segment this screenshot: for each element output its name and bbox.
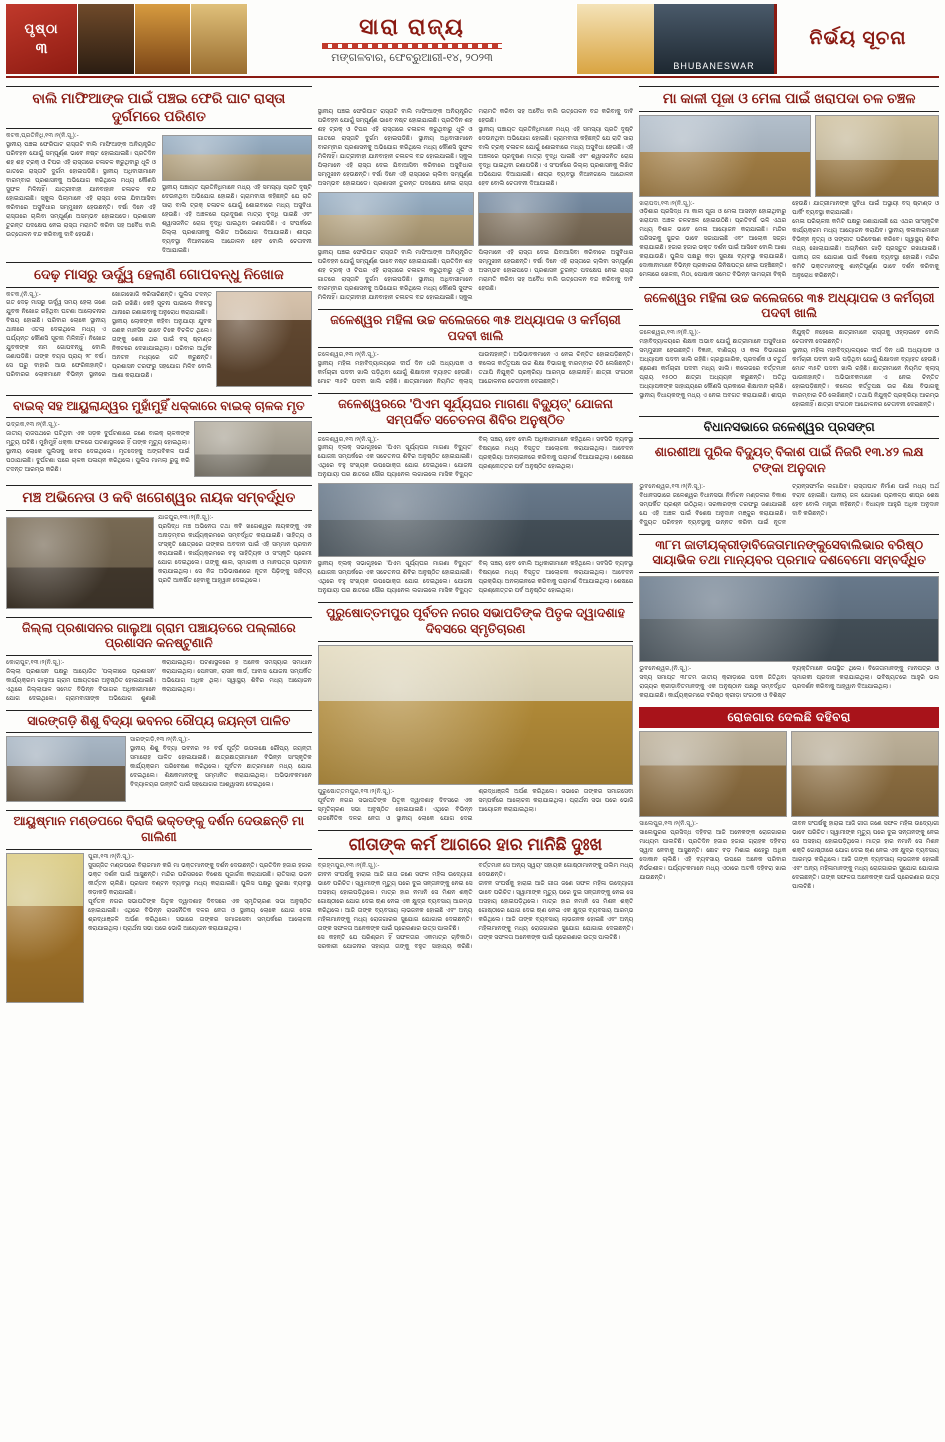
headline: ଦେଢ଼ ମାସରୁ ଊର୍ଦ୍ଧ୍ୱ ହେଲାଣି ଗୋପବନ୍ଧୁ ନିଖୋଜ bbox=[6, 262, 312, 288]
article-photo-dahibara-shop bbox=[639, 731, 787, 817]
feature-banner: ରୋଜଗାର ଦେଲଛି ଦହିବରା bbox=[639, 707, 939, 728]
byline: କଟକ,(ନି.ସୂ.):- bbox=[6, 290, 41, 298]
decorative-rule bbox=[322, 43, 502, 49]
article-body-cont: ସ୍ଥାନୀୟ ଲୋକଙ୍କ କହିବା ଅନୁଯାୟୀ ଯୁବକ ଜଣକ ମାନସିକ ଭାବେ ଟିକେ ବିଚଳିତ ଥିଲେ। ତାଙ୍କୁ ଶେଷ ଥର ପାଇଁ ବସ୍ ଷ୍ଟାଣ୍ଡ ନିକଟରେ ଦେଖାଯାଇଥିଲା। ପରିବାର ଆର୍ଥିକ ଅନଟନ ମଧ୍ୟରେ ଗତି କରୁଛନ୍ତି। ପ୍ରଶାସନ ତରଫରୁ ସହଯୋଗ ମିଳିବ ବୋଲି ଆଶା କରାଯାଉଛି। bbox=[111, 318, 212, 379]
article-pm-surya-ghar bbox=[318, 389, 634, 596]
byline: କଟକ,ପ୍ରତିନିଧି,୧୩।୨(ନି.ସୂ.):- bbox=[6, 132, 79, 139]
masthead-photo-deities bbox=[191, 4, 248, 74]
headline: ଜଳେଶ୍ୱର ମହିଳା ଉଚ୍ଚ କଲେଜରେ ୩୫ ଅଧ୍ୟାପକ ଓ କର୍ମଚାରୀ ପଦବୀ ଖାଲି bbox=[639, 287, 939, 326]
masthead-photo-festival bbox=[135, 4, 192, 74]
byline: କୋରାପୁଟ,୧୩।୨(ନି.ସୂ.):- bbox=[6, 658, 65, 666]
article-body: ଜାତୀୟ ରାଜପଥରେ ଘଟିଥିବା ଏକ ସଡ଼କ ଦୁର୍ଘଟଣାରେ ଜଣେ ବାଇକ୍ ଚାଳକଙ୍କ ମୃତ୍ୟୁ ଘଟିଛି। ମୁହାଁମୁହିଁ ଧକ୍କା ଫଳରେ ଘଟଣାସ୍ଥଳରେ ହିଁ ତାଙ୍କ ମୃତ୍ୟୁ ହୋଇଥିଲା। ସ୍ଥାନୀୟ ଲୋକେ ପୁଲିସକୁ ଖବର ଦେଇଥିଲେ। ମୃତଦେହକୁ ଅଙ୍ଗବିକଳ ପାଇଁ ପଠାଯାଇଛି। ଦୁର୍ଘଟଣା ପରେ ଚାଳକ ପଳାୟନ କରିଥିଲେ। ପୁଲିସ ମାମଲା ରୁଜୁ କରି ତଦନ୍ତ ଆରମ୍ଭ କରିଛି। bbox=[6, 431, 190, 474]
article-photo-awareness-camp bbox=[318, 483, 634, 557]
headline: ବାଲି ମାଫିଆଙ୍କ ପାଇଁ ପଞ୍ଚଇ ଫେରି ଘାଟ ରାସ୍ତା ଦୁର୍ଗମରେ ପରିଣତ bbox=[6, 86, 312, 129]
article-photo-missing-man bbox=[216, 291, 312, 387]
article-college-vacancy-right bbox=[639, 283, 939, 410]
masthead-brand-block bbox=[774, 4, 939, 74]
page-label: ପୃଷ୍ଠା bbox=[24, 21, 59, 36]
article-photo-truck-queue bbox=[478, 192, 634, 246]
headline: ଆୟୁଷ୍ମାନ ମଣ୍ଡପରେ ବିରାଜି ଭକ୍ତଙ୍କୁ ଦର୍ଶନ ଦେଉଛନ୍ତି ମା ଗାଲିଣୀ bbox=[6, 810, 312, 849]
article-photo-mela-stalls bbox=[639, 115, 811, 197]
byline: ଯାଜପୁର,୧୩।୨(ନି.ସୂ.):- bbox=[158, 513, 214, 521]
column-right bbox=[639, 82, 939, 1430]
byline: ଜଳେଶ୍ୱର,୧୩।୨(ନି.ସୂ.):- bbox=[317, 435, 379, 443]
article-photo-river-bank bbox=[318, 192, 474, 246]
article-body: ପ୍ରସିଦ୍ଧ ମଞ୍ଚ ଅଭିନେତା ତଥା କବି ଖଗେଶ୍ୱର ନାୟକଙ୍କୁ ଏକ ଅନାଡ଼ମ୍ବର କାର୍ଯ୍ୟକ୍ରମରେ ସମ୍ବର୍ଦ୍ଧିତ କରାଯାଇଛି। ସାହିତ୍ୟ ଓ ସଂସ୍କୃତି କ୍ଷେତ୍ରରେ ତାଙ୍କର ଅବଦାନ ପାଇଁ ଏହି ସମ୍ମାନ ପ୍ରଦାନ କରାଯାଇଛି। କାର୍ଯ୍ୟକ୍ରମରେ ବହୁ ସାହିତ୍ୟିକ ଓ ସଂସ୍କୃତି ପ୍ରେମୀ ଯୋଗ ଦେଇଥିଲେ। ତାଙ୍କୁ ଶାଲ, ସ୍ମାରକୀ ଓ ମାନପତ୍ର ପ୍ରଦାନ କରାଯାଇଥିଲା। ସେ ନିଜ ଅଭିଭାଷଣରେ ନୂତନ ପିଢ଼ିଙ୍କୁ ସାହିତ୍ୟ ପ୍ରତି ଆକର୍ଷିତ ହେବାକୁ ଆହ୍ୱାନ ଦେଇଥିଲେ। bbox=[158, 523, 312, 584]
section-title: ସାରା ରାଜ୍ୟ bbox=[359, 13, 465, 39]
article-photo-accident-scene bbox=[194, 421, 312, 477]
byline: ଭୁବନେଶ୍ୱର,(ନି.ସୂ.):- bbox=[639, 664, 692, 672]
article-body: ସାଲେପୁରର ପ୍ରସିଦ୍ଧ ଦହିବରା ଆଜି ଅନେକଙ୍କ ରୋଜଗାରର ମାଧ୍ୟମ ପାଲଟିଛି। ପ୍ରତିଦିନ ହଜାର ହଜାର ଗ୍ରାହକ ଦହିବରା ସ୍ୱାଦ ନେବାକୁ ଆସୁଛନ୍ତି। ଛୋଟ ବଡ଼ ମିଶାଇ ଶହେରୁ ଅଧିକ ଦୋକାନ ଚାଲିଛି। ଏହି ବ୍ୟବସାୟ ଉପରେ ଅନେକ ପରିବାର ନିର୍ଭରଶୀଳ। ପର୍ଯ୍ୟଟକମାନେ ମଧ୍ୟ ଏଠାରେ ଅଟକି ଦହିବରା ଖାଇ ଯାଉଛନ୍ତି। bbox=[639, 829, 787, 881]
headline: ପୁରୁଷୋତ୍ତମପୁର ପୂର୍ବତନ ନଗର ସଭାପତିଙ୍କ ପିତୃକ ଦ୍ୱାଦଶାହ ଦିବସରେ ସ୍ମୃତିଚାରଣ bbox=[318, 602, 634, 641]
article-actor-felicitation bbox=[6, 481, 312, 611]
headline: ବିଧାନସଭାରେ ଜଳେଶ୍ୱର ପ୍ରସଙ୍ଗ bbox=[639, 416, 939, 440]
headline: ଜଳେଶ୍ୱରରେ 'ପିଏମ ସୂର୍ଯ୍ୟଘର ମାଗଣା ବିଦ୍ୟୁତ୍' ଯୋଜନା ସମ୍ପର୍କିତ ସଚେତନତା ଶିବିର ଅନୁଷ୍ଠିତ bbox=[318, 393, 634, 432]
page-number: ୩ bbox=[35, 40, 48, 57]
article-body: ବିଧାନସଭାରେ ଜଳେଶ୍ୱର ବିଧାନସଭା ନିର୍ବାଚନ ମଣ୍ଡଳୀର ବିକାଶ ସମ୍ପର୍କିତ ପ୍ରଶ୍ନ ଉଠିଥିଲା। ସରକାରଙ୍କ ତରଫରୁ ଜଣାଯାଇଛି ଯେ ଏହି ଅଞ୍ଚଳ ପାଇଁ ବିଶେଷ ଅନୁଦାନ ମଞ୍ଜୁର କରାଯାଇଛି। ବିଦ୍ୟୁତ ପରିବହନ ବ୍ୟବସ୍ଥାକୁ ଉନ୍ନତ କରିବା ପାଇଁ ନୂତନ ଟ୍ରାନ୍ସଫର୍ମର ଲଗାଯିବ। ରାସ୍ତାଘାଟ ନିର୍ମାଣ ପାଇଁ ମଧ୍ୟ ଅର୍ଥ ବରାଦ ହୋଇଛି। ପାନୀୟ ଜଳ ଯୋଗାଣ ପ୍ରକଳ୍ପ ଶୀଘ୍ର ଶେଷ ହେବ ବୋଲି ମନ୍ତ୍ରୀ କହିଛନ୍ତି। ବିଧାୟକ ଆହୁରି ଅଧିକ ଅନୁଦାନ ଦାବି କରିଛନ୍ତି। bbox=[639, 483, 939, 526]
article-kali-puja-mela bbox=[639, 82, 939, 281]
article-photo-school-function bbox=[6, 736, 126, 802]
article-body: ଜିଲ୍ଲା ପ୍ରଶାସନ ପକ୍ଷରୁ ଆୟୋଜିତ 'ପଲ୍ଲୀରେ ପ୍ରଶାସନ' କାର୍ଯ୍ୟକ୍ରମ ଗାଲୁଆ ଗ୍ରାମ ପଞ୍ଚାୟତରେ ଅନୁଷ୍ଠିତ ହୋଇଯାଇଛି। ଏଥିରେ ଜିଲ୍ଲାପାଳ ସମେତ ବିଭିନ୍ନ ବିଭାଗର ଅଧିକାରୀମାନେ ଯୋଗ ଦେଇଥିଲେ। ଗ୍ରାମବାସୀଙ୍କ ଅଭିଯୋଗ ଶୁଣାଣି କରାଯାଇଥିଲା। ଘଟଣାସ୍ଥଳରେ ହିଁ ଅନେକ ସମସ୍ୟାର ସମାଧାନ କରାଯାଇଥିଲା। ପେନସନ, ରାସନ କାର୍ଡ, ଆବାସ ଯୋଜନା ସମ୍ପର୍କିତ ଅଭିଯୋଗ ଅଧିକ ଥିଲା। ସ୍ୱାସ୍ଥ୍ୟ ଶିବିର ମଧ୍ୟ ଆୟୋଜନ କରାଯାଇଥିଲା। bbox=[6, 659, 312, 702]
article-photo-sand-truck bbox=[162, 135, 312, 181]
masthead-photo-strip bbox=[78, 4, 248, 74]
article-body: ସ୍ଥାନୀୟ ମହିଳା ମହାବିଦ୍ୟାଳୟରେ ଦୀର୍ଘ ଦିନ ଧରି ଅଧ୍ୟାପକ ଓ କର୍ମଚାରୀ ପଦବୀ ଖାଲି ପଡ଼ିଥିବା ଯୋଗୁଁ ଶିକ୍ଷାଦାନ ବ୍ୟାହତ ହେଉଛି। ମୋଟ ୩୫ଟି ପଦବୀ ଖାଲି ରହିଛି। ଛାତ୍ରୀମାନେ ନିୟମିତ କ୍ଲାସ୍ ପାଉନାହାନ୍ତି। ଅଭିଭାବକମାନେ ଏ ନେଇ ଚିନ୍ତିତ ହୋଇପଡ଼ିଛନ୍ତି। କଲେଜ କର୍ତ୍ତୃପକ୍ଷ ଉଚ୍ଚ ଶିକ୍ଷା ବିଭାଗକୁ ବାରମ୍ବାର ଚିଠି ଲେଖିଛନ୍ତି। ତଥାପି ନିଯୁକ୍ତି ପ୍ରକ୍ରିୟା ଆରମ୍ଭ ହୋଇନାହିଁ। ଛାତ୍ରୀ ସଂଗଠନ ଆନ୍ଦୋଳନର ଚେତାବନୀ ଦେଇଛନ୍ତି। bbox=[317, 352, 634, 386]
article-body: ସ୍ଥାନୀୟ ଶିଶୁ ବିଦ୍ୟା ଭବନର ୨୫ ବର୍ଷ ପୂର୍ତ୍ତି ଉପଲକ୍ଷେ ରୌପ୍ୟ ଜୟନ୍ତୀ ସମାରୋହ ପାଳିତ ହୋଇଯାଇଛି। ଛାତ୍ରଛାତ୍ରୀମାନେ ବିଭିନ୍ନ ସାଂସ୍କୃତିକ କାର୍ଯ୍ୟକ୍ରମ ପରିବେଷଣ କରିଥିଲେ। ପୂର୍ବତନ ଛାତ୍ରମାନେ ମଧ୍ୟ ଯୋଗ ଦେଇଥିଲେ। ଶିକ୍ଷକମାନଙ୍କୁ ସମ୍ମାନିତ କରାଯାଇଥିଲା। ଅଭିଭାବକମାନେ ବିଦ୍ୟାଳୟର ଉନ୍ନତି ପାଇଁ ସହଯୋଗର ଆଶ୍ୱାସନା ଦେଇଥିଲେ। bbox=[130, 746, 312, 789]
headline: ଜଳେଶ୍ୱର ମହିଳା ଉଚ୍ଚ କଲେଜରେ ୩୫ ଅଧ୍ୟାପକ ଓ କର୍ମଚାରୀ ପଦବୀ ଖାଲି bbox=[318, 309, 634, 348]
column-left bbox=[6, 82, 312, 1430]
article-body-cont: ମେଳା ପରିଚାଳନା କମିଟି ପକ୍ଷରୁ ଜଣାଯାଇଛି ଯେ ଏଥର ସାଂସ୍କୃତିକ କାର୍ଯ୍ୟକ୍ରମ ମଧ୍ୟ ଆୟୋଜନ କରାଯିବ। ସ୍ଥାନୀୟ କଳାକାରମାନେ ବିଭିନ୍ନ ନୃତ୍ୟ ଓ ସଙ୍ଗୀତ ପରିବେଷଣ କରିବେ। ସ୍ୱାସ୍ଥ୍ୟ ଶିବିର ମଧ୍ୟ ଖୋଲାଯାଇଛି। ଅଗ୍ନିଶମ ଗାଡ଼ି ପ୍ରସ୍ତୁତ ରଖାଯାଇଛି। ପାନୀୟ ଜଳ ଯୋଗାଣ ପାଇଁ ବିଶେଷ ବ୍ୟବସ୍ଥା ହୋଇଛି। ମନ୍ଦିର କମିଟି ଭକ୍ତମାନଙ୍କୁ ଶାନ୍ତିପୂର୍ଣ୍ଣ ଭାବେ ଦର୍ଶନ କରିବାକୁ ଅନୁରୋଧ କରିଛନ୍ତି। bbox=[792, 218, 939, 279]
byline: ସାରଙ୍ଗଡ଼ି,୧୩।୨(ନି.ସୂ.):- bbox=[130, 736, 190, 744]
article-body: ସଦ୍ୟ ସମାପ୍ତ ୩୮ତମ ଜାତୀୟ କ୍ରୀଡ଼ାରେ ପଦକ ଜିତିଥିବା ରାଜ୍ୟର କ୍ରୀଡ଼ାବିତମାନଙ୍କୁ ଏକ ଅନୁଷ୍ଠାନ ପକ୍ଷରୁ ସମ୍ବର୍ଦ୍ଧିତ କରାଯାଇଛି। କାର୍ଯ୍ୟକ୍ରମରେ ବରିଷ୍ଠ କ୍ରୀଡ଼ା ସଂଗଠକ ଓ ବିଶିଷ୍ଟ ବ୍ୟକ୍ତିମାନେ ଉପସ୍ଥିତ ଥିଲେ। ବିଜେତାମାନଙ୍କୁ ମାନପତ୍ର ଓ ସ୍ମାରକୀ ପ୍ରଦାନ କରାଯାଇଥିଲା। ଭବିଷ୍ୟତରେ ଆହୁରି ଭଲ ପ୍ରଦର୍ଶନ କରିବାକୁ ଆହ୍ୱାନ ଦିଆଯାଇଥିଲା। bbox=[639, 665, 939, 699]
photo-row-mela bbox=[639, 115, 939, 197]
article-body-cont: ସ୍ଥାନୀୟ ପଞ୍ଚାୟତ ପ୍ରତିନିଧିମାନେ ମଧ୍ୟ ଏହି ସମସ୍ୟା ପ୍ରତି ଦୃଷ୍ଟି ଦେଉନଥିବା ଅଭିଯୋଗ ହୋଇଛି। ଗ୍ରାମବାସୀ କହିଛନ୍ତି ଯେ ରାତି ସାରା ବାଲି ଟ୍ରକ୍ ଚଳାଚଳ ଯୋଗୁଁ ଶୋଇବାରେ ମଧ୍ୟ ଅସୁବିଧା ହେଉଛି। ଏହି ଅଞ୍ଚଳରେ ପ୍ରଦୂଷଣ ମାତ୍ରା ବୃଦ୍ଧି ପାଇଛି ଏବଂ ଶ୍ୱାସଜନିତ ରୋଗ ବୃଦ୍ଧି ପାଇଥିବା ଜଣାପଡିଛି। ଏ ସଂପର୍କରେ ଜିଲ୍ଲା ପ୍ରଶାସନକୁ ଲିଖିତ ଅଭିଯୋଗ ଦିଆଯାଇଛି। ଶୀଘ୍ର ବ୍ୟବସ୍ଥା ନିଆନଗଲେ ଆନ୍ଦୋଳନ ହେବ ବୋଲି ଚେତାବନୀ ଦିଆଯାଇଛି। bbox=[161, 185, 312, 254]
article-body-cont: ସ୍ଥାନୀୟ ମହିଳା ମହାବିଦ୍ୟାଳୟରେ ଦୀର୍ଘ ଦିନ ଧରି ଅଧ୍ୟାପକ ଓ କର୍ମଚାରୀ ପଦବୀ ଖାଲି ପଡ଼ିଥିବା ଯୋଗୁଁ ଶିକ୍ଷାଦାନ ବ୍ୟାହତ ହେଉଛି। ମୋଟ ୩୫ଟି ପଦବୀ ଖାଲି ରହିଛି। ଛାତ୍ରୀମାନେ ନିୟମିତ କ୍ଲାସ୍ ପାଉନାହାନ୍ତି। ଅଭିଭାବକମାନେ ଏ ନେଇ ଚିନ୍ତିତ ହୋଇପଡ଼ିଛନ୍ତି। କଲେଜ କର୍ତ୍ତୃପକ୍ଷ ଉଚ୍ଚ ଶିକ୍ଷା ବିଭାଗକୁ ବାରମ୍ବାର ଚିଠି ଲେଖିଛନ୍ତି। ତଥାପି ନିଯୁକ୍ତି ପ୍ରକ୍ରିୟା ଆରମ୍ଭ ହୋଇନାହିଁ। ଛାତ୍ରୀ ସଂଗଠନ ଆନ୍ଦୋଳନର ଚେତାବନୀ ଦେଇଛନ୍ତି। bbox=[792, 347, 939, 408]
masthead-photo-food bbox=[576, 4, 654, 74]
article-body: ଜୀବନ ସଂଘର୍ଷକୁ ହାରାଇ ଆଜି ଗୀତା ଜଣେ ସଫଳ ମହିଳା ଉଦ୍ୟୋଗୀ ଭାବେ ପରିଚିତ। ସ୍ୱାମୀଙ୍କ ମୃତ୍ୟୁ ପରେ ଦୁଇ ସନ୍ତାନଙ୍କୁ ନେଇ ସେ ଅସହାୟ ହୋଇପଡ଼ିଥିଲେ। ମାତ୍ର ହାର ନମାନି ସେ ମିଶନ ଶକ୍ତି ଗୋଷ୍ଠୀରେ ଯୋଗ ଦେଇ ଋଣ ନେଇ ଏକ କ୍ଷୁଦ୍ର ବ୍ୟବସାୟ ଆରମ୍ଭ କରିଥିଲେ। ଆଜି ତାଙ୍କ ବ୍ୟବସାୟ ଲାଭଜନକ ହୋଇଛି ଏବଂ ଅନ୍ୟ ମହିଳାମାନଙ୍କୁ ମଧ୍ୟ ରୋଜଗାରର ସୁଯୋଗ ଯୋଗାଇ ଦେଇଛନ୍ତି। ତାଙ୍କ ସଫଳତା ଅନେକଙ୍କ ପାଇଁ ପ୍ରେରଣାର ଉତ୍ସ ପାଲଟିଛି। bbox=[317, 871, 473, 932]
article-photo-dahibara-vendor bbox=[791, 731, 939, 817]
article-body: ମହାବିଦ୍ୟାଳୟରେ ଶିକ୍ଷକ ଅଭାବ ଯୋଗୁଁ ଛାତ୍ରୀମାନେ ଅସୁବିଧାର ସମ୍ମୁଖୀନ ହେଉଛନ୍ତି। ବିଜ୍ଞାନ, ବାଣିଜ୍ୟ ଓ କଳା ବିଭାଗରେ ଅଧ୍ୟାପକ ପଦବୀ ଖାଲି ରହିଛି। ଗ୍ରନ୍ଥାଗାରିକ, ପ୍ରଦର୍ଶକ ଓ ଚତୁର୍ଥ ଶ୍ରେଣୀ କର୍ମଚାରୀ ପଦବୀ ମଧ୍ୟ ଖାଲି। କଲେଜରେ ବର୍ତ୍ତମାନ ପ୍ରାୟ ୧୫୦୦ ଛାତ୍ରୀ ଅଧ୍ୟୟନ କରୁଛନ୍ତି। ଅତିଥି ଅଧ୍ୟାପକଙ୍କ ସାହାଯ୍ୟରେ କୌଣସି ପ୍ରକାରେ ଶିକ୍ଷାଦାନ ଚାଲିଛି। ସ୍ଥାନୀୟ ବିଧାୟକଙ୍କୁ ମଧ୍ୟ ଏ ନେଇ ଅବଗତ କରାଯାଇଛି। ଶୀଘ୍ର ନିଯୁକ୍ତି ନହେଲେ ଛାତ୍ରୀମାନେ ରାସ୍ତାକୁ ଓହ୍ଲାଇବେ ବୋଲି ଚେତାବନୀ ଦେଇଛନ୍ତି। bbox=[639, 329, 939, 399]
byline: ଭଦ୍ରକ,୧୩।୨(ନି.ସୂ.):- bbox=[6, 421, 60, 429]
article-photo-felicitation bbox=[6, 517, 154, 609]
headline: ସାରଙ୍ଗଡ଼ି ଶିଶୁ ବିଦ୍ୟା ଭବନର ରୌପ୍ୟ ଜୟନ୍ତୀ ପାଳିତ bbox=[6, 710, 312, 734]
headline: ୩୮ମ ଜାତୀୟକ୍ରୀଡ଼ାବିଜେତାମାନଙ୍କୁସେବାଲିଭାର ବରିଷ୍ଠ ସାୟାଭିକ ତଥା ମାନ୍ୟବର ପ୍ରମାଦ ଦଶବେମୋ ସମ୍ବର୍ଦ୍ଧିତ bbox=[639, 534, 939, 573]
article-body: ସ୍ଥାନୀୟ ବ୍ଲକ୍ ସଭାଗୃହରେ 'ପିଏମ ସୂର୍ଯ୍ୟଘର ମାଗଣା ବିଦ୍ୟୁତ' ଯୋଜନା ସମ୍ପର୍କରେ ଏକ ସଚେତନତା ଶିବିର ଅନୁଷ୍ଠିତ ହୋଇଯାଇଛି। ଏଥିରେ ବହୁ ସଂଖ୍ୟକ ଉପଭୋକ୍ତା ଯୋଗ ଦେଇଥିଲେ। ଯୋଜନା ଅନୁଯାୟୀ ଘର ଛାତରେ ସୌର ପ୍ୟାନେଲ ଲଗାଇଲେ ମାସିକ ବିଦ୍ୟୁତ ବିଲ୍ ସଞ୍ଚୟ ହେବ ବୋଲି ଅଧିକାରୀମାନେ କହିଥିଲେ। ସବସିଡି ବ୍ୟବସ୍ଥା ବିଷୟରେ ମଧ୍ୟ ବିସ୍ତୃତ ଆଲୋଚନା କରାଯାଇଥିଲା। ଆବେଦନ ପ୍ରକ୍ରିୟା ଅନଲାଇନରେ କରିବାକୁ ପରାମର୍ଶ ଦିଆଯାଇଥିଲା। ଶେଷରେ ପ୍ରଶ୍ନୋତ୍ତର ପର୍ବ ଅନୁଷ୍ଠିତ ହୋଇଥିଲା। bbox=[317, 436, 634, 479]
article-body-extra: ପୂର୍ବତନ ନଗର ସଭାପତିଙ୍କ ପିତୃକ ଦ୍ୱାଦଶାହ ଦିବସରେ ଏକ ସ୍ମୃତିଚାରଣ ସଭା ଅନୁଷ୍ଠିତ ହୋଇଯାଇଛି। ଏଥିରେ ବିଭିନ୍ନ ରାଜନୈତିକ ଦଳର ନେତା ଓ ସ୍ଥାନୀୟ ଲୋକେ ଯୋଗ ଦେଇ ଶ୍ରଦ୍ଧାଞ୍ଜଳି ଅର୍ପଣ କରିଥିଲେ। ସଭାରେ ତାଙ୍କର ସମାଜସେବା ସମ୍ପର୍କରେ ଆଲୋଚନା କରାଯାଇଥିଲା। ପ୍ରାର୍ଥନା ସଭା ପରେ ଭୋଜି ଆୟୋଜନ କରାଯାଇଥିଲା। bbox=[88, 898, 312, 932]
article-dahibara-employment bbox=[639, 703, 939, 892]
masthead-photo-cattle bbox=[78, 4, 135, 74]
article-photo-memorial-portrait bbox=[318, 645, 634, 785]
byline: ପୁରୀ,୧୩।୨(ନି.ସୂ.):- bbox=[88, 852, 134, 860]
byline: ଭୁବନେଶ୍ୱର,୧୩।୨(ନି.ସୂ.):- bbox=[639, 482, 706, 490]
masthead bbox=[6, 4, 939, 78]
article-body-cont: ସ୍ଥାନୀୟ ବ୍ଲକ୍ ସଭାଗୃହରେ 'ପିଏମ ସୂର୍ଯ୍ୟଘର ମାଗଣା ବିଦ୍ୟୁତ' ଯୋଜନା ସମ୍ପର୍କରେ ଏକ ସଚେତନତା ଶିବିର ଅନୁଷ୍ଠିତ ହୋଇଯାଇଛି। ଏଥିରେ ବହୁ ସଂଖ୍ୟକ ଉପଭୋକ୍ତା ଯୋଗ ଦେଇଥିଲେ। ଯୋଜନା ଅନୁଯାୟୀ ଘର ଛାତରେ ସୌର ପ୍ୟାନେଲ ଲଗାଇଲେ ମାସିକ ବିଦ୍ୟୁତ ବିଲ୍ ସଞ୍ଚୟ ହେବ ବୋଲି ଅଧିକାରୀମାନେ କହିଥିଲେ। ସବସିଡି ବ୍ୟବସ୍ଥା ବିଷୟରେ ମଧ୍ୟ ବିସ୍ତୃତ ଆଲୋଚନା କରାଯାଇଥିଲା। ଆବେଦନ ପ୍ରକ୍ରିୟା ଅନଲାଇନରେ କରିବାକୁ ପରାମର୍ଶ ଦିଆଯାଇଥିଲା। ଶେଷରେ ପ୍ରଶ୍ନୋତ୍ତର ପର୍ବ ଅନୁଷ୍ଠିତ ହୋଇଥିଲା। bbox=[317, 561, 634, 595]
article-photo-sports-winners bbox=[639, 576, 939, 662]
article-body-cont: ସେ କହନ୍ତି ଯେ ପରିଶ୍ରମ ହିଁ ସଫଳତାର ଏକମାତ୍ର ଚାବିକାଠି। ସରକାରୀ ଯୋଜନାର ସହାୟତା ତାଙ୍କୁ ବହୁତ ସାହାଯ୍ୟ କରିଛି। ବର୍ତ୍ତମାନ ସେ ଅନ୍ୟ ସ୍ୱୟଂ ସହାୟକ ଗୋଷ୍ଠୀମାନଙ୍କୁ ତାଲିମ ମଧ୍ୟ ଦେଉଛନ୍ତି। bbox=[317, 862, 634, 950]
article-body-cont4: ସ୍ଥାନୀୟ ପଞ୍ଚଇ ଫେରିଘାଟ ରାସ୍ତାଟି ବାଲି ମାଫିଆଙ୍କ ଅନିୟନ୍ତ୍ରିତ ପରିବହନ ଯୋଗୁଁ ସମ୍ପୂର୍ଣ୍ଣ ଭାବେ ନଷ୍ଟ ହୋଇଯାଇଛି। ପ୍ରତିଦିନ ଶହ ଶହ ଟ୍ରକ୍ ଓ ଟିପର ଏହି ରାସ୍ତାରେ ଚଳାଚଳ କରୁଥିବାରୁ ଧୂଳି ଓ ଗାତରେ ରାସ୍ତାଟି ଦୁର୍ଗମ ହୋଇପଡିଛି। ସ୍ଥାନୀୟ ଅଧିବାସୀମାନେ ବାରମ୍ବାର ପ୍ରଶାସନକୁ ଅଭିଯୋଗ କରିଥିଲେ ମଧ୍ୟ କୌଣସି ସୁଫଳ ମିଳିନାହିଁ। ଯାତ୍ରୀବାହୀ ଯାନବାହାନ ଚଳାଚଳ ବନ୍ଦ ହୋଇଯାଇଛି। ସ୍କୁଲ ପିଲାମାନେ ଏହି ରାସ୍ତା ଦେଇ ଯିବାଆସିବା କରିବାରେ ଅସୁବିଧାର ସମ୍ମୁଖୀନ ହେଉଛନ୍ତି। ବର୍ଷା ଦିନେ ଏହି ରାସ୍ତାରେ ଚାଲିବା ସମ୍ପୂର୍ଣ୍ଣ ଅସମ୍ଭବ ହୋଇପଡେ। ପ୍ରଶାସନ ତୁରନ୍ତ ପଦକ୍ଷେପ ନେଇ ରାସ୍ତା ମରାମତି କରିବା ସହ ଅବୈଧ ବାଲି ଉତ୍ତୋଳନ ବନ୍ଦ କରିବାକୁ ଦାବି ହେଉଛି। bbox=[317, 250, 634, 301]
byline: ଜଳେଶ୍ୱର,୧୩।୨(ନି.ସୂ.):- bbox=[639, 328, 701, 336]
article-gita-success bbox=[318, 826, 634, 952]
byline: ପୁରୁଷୋତ୍ତମପୁର,୧୩।୨(ନି.ସୂ.):- bbox=[317, 787, 395, 795]
article-body-cont: ଜୀବନ ସଂଘର୍ଷକୁ ହାରାଇ ଆଜି ଗୀତା ଜଣେ ସଫଳ ମହିଳା ଉଦ୍ୟୋଗୀ ଭାବେ ପରିଚିତ। ସ୍ୱାମୀଙ୍କ ମୃତ୍ୟୁ ପରେ ଦୁଇ ସନ୍ତାନଙ୍କୁ ନେଇ ସେ ଅସହାୟ ହୋଇପଡ଼ିଥିଲେ। ମାତ୍ର ହାର ନମାନି ସେ ମିଶନ ଶକ୍ତି ଗୋଷ୍ଠୀରେ ଯୋଗ ଦେଇ ଋଣ ନେଇ ଏକ କ୍ଷୁଦ୍ର ବ୍ୟବସାୟ ଆରମ୍ଭ କରିଥିଲେ। ଆଜି ତାଙ୍କ ବ୍ୟବସାୟ ଲାଭଜନକ ହୋଇଛି ଏବଂ ଅନ୍ୟ ମହିଳାମାନଙ୍କୁ ମଧ୍ୟ ରୋଜଗାରର ସୁଯୋଗ ଯୋଗାଇ ଦେଇଛନ୍ତି। ତାଙ୍କ ସଫଳତା ଅନେକଙ୍କ ପାଇଁ ପ୍ରେରଣାର ଉତ୍ସ ପାଲଟିଛି। bbox=[792, 820, 939, 890]
subheadline: ଶାରଶୀଆ ପୁରିକ ବିଦ୍ୟୁତ୍ ବିକାଶ ପାଇଁ ନିଜରି ୧୩.୪୨ ଲକ୍ଷ ଟଙ୍କା ଅନୁଦାନ bbox=[654, 445, 924, 475]
page-content bbox=[6, 82, 939, 1430]
byline: ବ୍ରହ୍ମପୁର,୧୩।୨(ନି.ସୂ.):- bbox=[317, 861, 380, 869]
article-bike-accident bbox=[6, 391, 312, 480]
headline: ମଞ୍ଚ ଅଭିନେତା ଓ କବି ଖଗେଶ୍ୱର ନାୟକ ସମ୍ବର୍ଦ୍ଧିତ bbox=[6, 485, 312, 511]
headline: ବାଇକ୍ ସହ ଆୟୁଲାନ୍ଦ୍ୱର ମୁହାଁମୁହିଁ ଧକ୍କାରେ ବାଇକ୍ ଚାଳକ ମୃତ bbox=[6, 395, 312, 419]
photo-row-dahibara bbox=[639, 731, 939, 817]
city-tag: BHUBANESWAR bbox=[654, 4, 774, 74]
newspaper-brand: ନିର୍ଭୟ ସୂଚନା bbox=[809, 28, 907, 49]
headline: ଗୀତାଙ୍କ କର୍ମ ଆଗରେ ହାର ମାନିଛି ଦୁଃଖ bbox=[318, 830, 634, 859]
article-assembly-jaleswar bbox=[639, 412, 939, 528]
article-body-cont3: ସ୍ଥାନୀୟ ପଞ୍ଚାୟତ ପ୍ରତିନିଧିମାନେ ମଧ୍ୟ ଏହି ସମସ୍ୟା ପ୍ରତି ଦୃଷ୍ଟି ଦେଉନଥିବା ଅଭିଯୋଗ ହୋଇଛି। ଗ୍ରାମବାସୀ କହିଛନ୍ତି ଯେ ରାତି ସାରା ବାଲି ଟ୍ରକ୍ ଚଳାଚଳ ଯୋଗୁଁ ଶୋଇବାରେ ମଧ୍ୟ ଅସୁବିଧା ହେଉଛି। ଏହି ଅଞ୍ଚଳରେ ପ୍ରଦୂଷଣ ମାତ୍ରା ବୃଦ୍ଧି ପାଇଛି ଏବଂ ଶ୍ୱାସଜନିତ ରୋଗ ବୃଦ୍ଧି ପାଇଥିବା ଜଣାପଡିଛି। ଏ ସଂପର୍କରେ ଜିଲ୍ଲା ପ୍ରଶାସନକୁ ଲିଖିତ ଅଭିଯୋଗ ଦିଆଯାଇଛି। ଶୀଘ୍ର ବ୍ୟବସ୍ଥା ନିଆନଗଲେ ଆନ୍ଦୋଳନ ହେବ ବୋଲି ଚେତାବନୀ ଦିଆଯାଇଛି। bbox=[478, 127, 634, 187]
article-sand-mafia-cont bbox=[318, 82, 634, 303]
article-photo-kali-idol bbox=[815, 115, 939, 197]
article-body: ପୂର୍ବତନ ନଗର ସଭାପତିଙ୍କ ପିତୃକ ଦ୍ୱାଦଶାହ ଦିବସରେ ଏକ ସ୍ମୃତିଚାରଣ ସଭା ଅନୁଷ୍ଠିତ ହୋଇଯାଇଛି। ଏଥିରେ ବିଭିନ୍ନ ରାଜନୈତିକ ଦଳର ନେତା ଓ ସ୍ଥାନୀୟ ଲୋକେ ଯୋଗ ଦେଇ ଶ୍ରଦ୍ଧାଞ୍ଜଳି ଅର୍ପଣ କରିଥିଲେ। ସଭାରେ ତାଙ୍କର ସମାଜସେବା ସମ୍ପର୍କରେ ଆଲୋଚନା କରାଯାଇଥିଲା। ପ୍ରାର୍ଥନା ସଭା ପରେ ଭୋଜି ଆୟୋଜନ କରାଯାଇଥିଲା। bbox=[317, 788, 634, 822]
publication-date: ମଙ୍ଗଳବାର, ଫେବ୍ରୁଆରୀ-୧୪, ୨୦୨୩ bbox=[331, 51, 493, 64]
headline: ମା କାଳୀ ପୂଜା ଓ ମେଳା ପାଇଁ ଖରାପଦା ଚଳ ଚଞ୍ଚଳ bbox=[639, 86, 939, 112]
article-college-vacancy bbox=[318, 305, 634, 387]
article-body: ଓଡ଼ିଶାର ପ୍ରସିଦ୍ଧ ମା କାଳୀ ପୂଜା ଓ ମେଳା ଆସନ୍ନ ହୋଇଥିବାରୁ ଖରାପଦା ଅଞ୍ଚଳ ଚଳଚଞ୍ଚଳ ହୋଇଉଠିଛି। ପ୍ରତିବର୍ଷ ଭଳି ଏଥର ମଧ୍ୟ ବିଶାଳ ଭାବେ ମେଳା ଆୟୋଜନ କରାଯାଇଛି। ମନ୍ଦିର ପରିସରକୁ ସୁନ୍ଦର ଭାବେ ସଜାଯାଇଛି ଏବଂ ଆଲୋକ ସଜ୍ଜା କରାଯାଇଛି। ହଜାର ହଜାର ଭକ୍ତ ଦର୍ଶନ ପାଇଁ ଆସିବେ ବୋଲି ଆଶା କରାଯାଉଛି। ପୁଲିସ ପକ୍ଷରୁ କଡ଼ା ସୁରକ୍ଷା ବ୍ୟବସ୍ଥା କରାଯାଇଛି। ଦୋକାନୀମାନେ ବିଭିନ୍ନ ପ୍ରକାରର ଜିନିଷପତ୍ର ନେଇ ପହଞ୍ଚିଛନ୍ତି। ମେଳାରେ ଖେଳନା, ମିଠା, ପୋଷାକ ସମେତ ବିଭିନ୍ନ ସାମଗ୍ରୀ ବିକ୍ରି ହେଉଛି। ଯାତ୍ରୀମାନଙ୍କ ସୁବିଧା ପାଇଁ ଅସ୍ଥାୟୀ ବସ୍ ଷ୍ଟାଣ୍ଡ ଓ ପାର୍କିଂ ବ୍ୟବସ୍ଥା କରାଯାଇଛି। bbox=[639, 200, 939, 279]
article-palli-prasasan bbox=[6, 613, 312, 704]
article-body: ସୁସଜ୍ଜିତ ମଣ୍ଡପରେ ବିରାଜମାନ କରି ମା ଭକ୍ତମାନଙ୍କୁ ଦର୍ଶନ ଦେଉଛନ୍ତି। ପ୍ରତିଦିନ ହଜାର ହଜାର ଭକ୍ତ ଦର୍ଶନ ପାଇଁ ଆସୁଛନ୍ତି। ମନ୍ଦିର ପରିସରରେ ବିଶେଷ ପୂଜାର୍ଚ୍ଚନା କରାଯାଉଛି। ରାତିସାରା ଭଜନ କୀର୍ତ୍ତନ ଚାଲିଛି। ପ୍ରସାଦ ବଣ୍ଟନ ବ୍ୟବସ୍ଥା ମଧ୍ୟ କରାଯାଇଛି। ପୁଲିସ ପକ୍ଷରୁ ସୁରକ୍ଷା ବ୍ୟବସ୍ଥା କଡ଼ାକଡ଼ି କରାଯାଇଛି। bbox=[88, 862, 312, 896]
byline: ସାଲେପୁର,୧୩।୨(ନି.ସୂ.):- bbox=[639, 819, 698, 827]
headline: ଜିଲ୍ଲା ପ୍ରଶାସନର ଗାଲୁଆ ଗ୍ରାମ ପଞ୍ଚାୟତରେ ପଲ୍ଲୀରେ ପ୍ରଶାସନ କନଷ୍ଟୁଣାନି bbox=[6, 617, 312, 656]
masthead-center bbox=[248, 4, 576, 74]
article-body: ସ୍ଥାନୀୟ ପଞ୍ଚଇ ଫେରିଘାଟ ରାସ୍ତାଟି ବାଲି ମାଫିଆଙ୍କ ଅନିୟନ୍ତ୍ରିତ ପରିବହନ ଯୋଗୁଁ ସମ୍ପୂର୍ଣ୍ଣ ଭାବେ ନଷ୍ଟ ହୋଇଯାଇଛି। ପ୍ରତିଦିନ ଶହ ଶହ ଟ୍ରକ୍ ଓ ଟିପର ଏହି ରାସ୍ତାରେ ଚଳାଚଳ କରୁଥିବାରୁ ଧୂଳି ଓ ଗାତରେ ରାସ୍ତାଟି ଦୁର୍ଗମ ହୋଇପଡିଛି। ସ୍ଥାନୀୟ ଅଧିବାସୀମାନେ ବାରମ୍ବାର ପ୍ରଶାସନକୁ ଅଭିଯୋଗ କରିଥିଲେ ମଧ୍ୟ କୌଣସି ସୁଫଳ ମିଳିନାହିଁ। ଯାତ୍ରୀବାହୀ ଯାନବାହାନ ଚଳାଚଳ ବନ୍ଦ ହୋଇଯାଇଛି। ସ୍କୁଲ ପିଲାମାନେ ଏହି ରାସ୍ତା ଦେଇ ଯିବାଆସିବା କରିବାରେ ଅସୁବିଧାର ସମ୍ମୁଖୀନ ହେଉଛନ୍ତି। ବର୍ଷା ଦିନେ ଏହି ରାସ୍ତାରେ ଚାଲିବା ସମ୍ପୂର୍ଣ୍ଣ ଅସମ୍ଭବ ହୋଇପଡେ। ପ୍ରଶାସନ ତୁରନ୍ତ ପଦକ୍ଷେପ ନେଇ ରାସ୍ତା ମରାମତି କରିବା ସହ ଅବୈଧ ବାଲି ଉତ୍ତୋଳନ ବନ୍ଦ କରିବାକୁ ଦାବି ହେଉଛି। bbox=[6, 141, 156, 238]
column-middle bbox=[318, 82, 634, 1430]
article-body-cont2: ସ୍ଥାନୀୟ ପଞ୍ଚଇ ଫେରିଘାଟ ରାସ୍ତାଟି ବାଲି ମାଫିଆଙ୍କ ଅନିୟନ୍ତ୍ରିତ ପରିବହନ ଯୋଗୁଁ ସମ୍ପୂର୍ଣ୍ଣ ଭାବେ ନଷ୍ଟ ହୋଇଯାଇଛି। ପ୍ରତିଦିନ ଶହ ଶହ ଟ୍ରକ୍ ଓ ଟିପର ଏହି ରାସ୍ତାରେ ଚଳାଚଳ କରୁଥିବାରୁ ଧୂଳି ଓ ଗାତରେ ରାସ୍ତାଟି ଦୁର୍ଗମ ହୋଇପଡିଛି। ସ୍ଥାନୀୟ ଅଧିବାସୀମାନେ ବାରମ୍ବାର ପ୍ରଶାସନକୁ ଅଭିଯୋଗ କରିଥିଲେ ମଧ୍ୟ କୌଣସି ସୁଫଳ ମିଳିନାହିଁ। ଯାତ୍ରୀବାହୀ ଯାନବାହାନ ଚଳାଚଳ ବନ୍ଦ ହୋଇଯାଇଛି। ସ୍କୁଲ ପିଲାମାନେ ଏହି ରାସ୍ତା ଦେଇ ଯିବାଆସିବା କରିବାରେ ଅସୁବିଧାର ସମ୍ମୁଖୀନ ହେଉଛନ୍ତି। ବର୍ଷା ଦିନେ ଏହି ରାସ୍ତାରେ ଚାଲିବା ସମ୍ପୂର୍ଣ୍ଣ ଅସମ୍ଭବ ହୋଇପଡେ। ପ୍ରଶାସନ ତୁରନ୍ତ ପଦକ୍ଷେପ ନେଇ ରାସ୍ତା ମରାମତି କରିବା ସହ ଅବୈଧ ବାଲି ଉତ୍ତୋଳନ ବନ୍ଦ କରିବାକୁ ଦାବି ହେଉଛି। bbox=[317, 109, 634, 187]
article-maa-darshan bbox=[6, 806, 312, 1004]
article-body-cont2: ଜୀବନ ସଂଘର୍ଷକୁ ହାରାଇ ଆଜି ଗୀତା ଜଣେ ସଫଳ ମହିଳା ଉଦ୍ୟୋଗୀ ଭାବେ ପରିଚିତ। ସ୍ୱାମୀଙ୍କ ମୃତ୍ୟୁ ପରେ ଦୁଇ ସନ୍ତାନଙ୍କୁ ନେଇ ସେ ଅସହାୟ ହୋଇପଡ଼ିଥିଲେ। ମାତ୍ର ହାର ନମାନି ସେ ମିଶନ ଶକ୍ତି ଗୋଷ୍ଠୀରେ ଯୋଗ ଦେଇ ଋଣ ନେଇ ଏକ କ୍ଷୁଦ୍ର ବ୍ୟବସାୟ ଆରମ୍ଭ କରିଥିଲେ। ଆଜି ତାଙ୍କ ବ୍ୟବସାୟ ଲାଭଜନକ ହୋଇଛି ଏବଂ ଅନ୍ୟ ମହିଳାମାନଙ୍କୁ ମଧ୍ୟ ରୋଜଗାରର ସୁଯୋଗ ଯୋଗାଇ ଦେଇଛନ୍ତି। ତାଙ୍କ ସଫଳତା ଅନେକଙ୍କ ପାଇଁ ପ୍ରେରଣାର ଉତ୍ସ ପାଲଟିଛି। bbox=[478, 880, 634, 941]
byline: ଖରାପଦା,୧୩।୨(ନି.ସୂ.):- bbox=[639, 199, 695, 207]
page-number-block bbox=[6, 4, 78, 74]
article-memorial-meeting bbox=[318, 598, 634, 823]
article-body: ଗତ ଦେଢ଼ ମାସରୁ ଊର୍ଦ୍ଧ୍ୱ ସମୟ ହେଲା ଜଣେ ଯୁବକ ନିଖୋଜ ରହିଥିବା ଘଟଣା ଆଲୋଚନାର ବିଷୟ ହୋଇଛି। ପରିବାର ଲୋକେ ସ୍ଥାନୀୟ ଥାନାରେ ଏତଲା ଦେଇଥିଲେ ମଧ୍ୟ ଏ ପର୍ଯ୍ୟନ୍ତ କୌଣସି ସୂଚନା ମିଳିନାହିଁ। ନିଖୋଜ ଯୁବକଙ୍କ ନାମ ଗୋପବନ୍ଧୁ ବୋଲି ଜଣାପଡିଛି। ତାଙ୍କ ବୟସ ପ୍ରାୟ ୨୮ ବର୍ଷ। ସେ ଘରୁ ବାହାରି ଆଉ ଫେରିନାହାନ୍ତି। ପରିବାରର ଲୋକମାନେ ବିଭିନ୍ନ ସ୍ଥାନରେ ଖୋଜାଖୋଜି କରିସାରିଛନ୍ତି। ପୁଲିସ ତଦନ୍ତ ଜାରି ରଖିଛି। କେହି ସୂଚନା ପାଇଲେ ନିକଟସ୍ଥ ଥାନାରେ ଜଣାଇବାକୁ ଅନୁରୋଧ କରାଯାଇଛି। bbox=[6, 291, 212, 379]
article-sand-mafia bbox=[6, 82, 312, 256]
article-photo-deity-mandap bbox=[6, 853, 84, 1003]
article-gopabandhu-missing bbox=[6, 258, 312, 389]
photo-row-sand bbox=[318, 192, 634, 246]
article-silver-jubilee bbox=[6, 706, 312, 805]
byline: ଜଳେଶ୍ୱର,୧୩।୨(ନି.ସୂ.):- bbox=[317, 351, 379, 359]
article-sports-felicitation bbox=[639, 530, 939, 701]
